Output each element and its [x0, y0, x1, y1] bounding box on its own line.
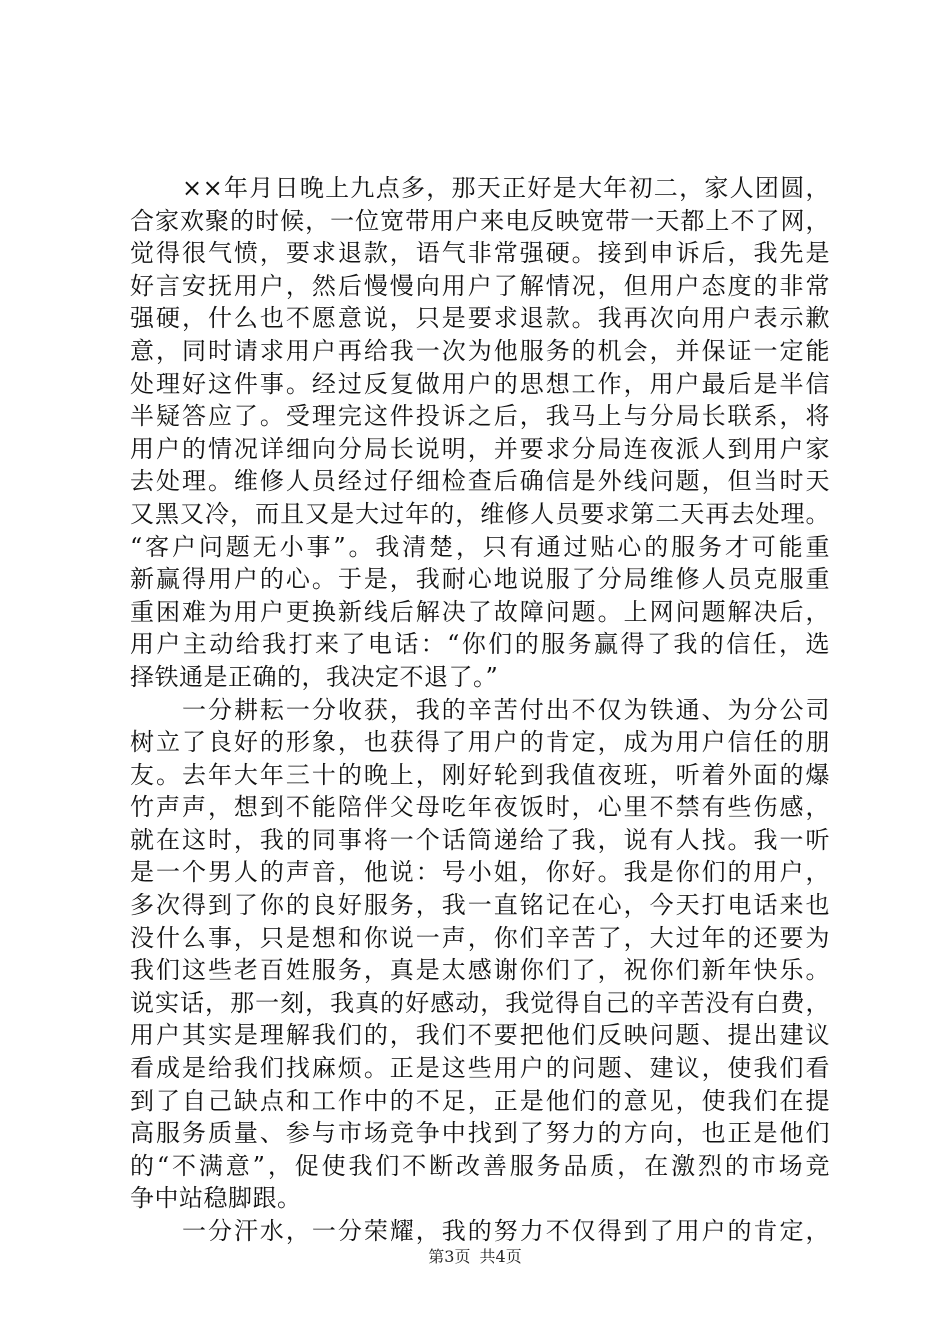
- document-body: [130, 172, 830, 1248]
- text-line: 又黑又冷，而且又是大过年的，维修人员要求第二天再去处理。: [130, 499, 830, 528]
- text-line: 看成是给我们找麻烦。正是这些用户的问题、建议，使我们看: [130, 1054, 830, 1083]
- text-line: 树立了良好的形象，也获得了用户的肯定，成为用户信任的朋: [130, 728, 830, 757]
- text-line: 觉得很气愤，要求退款，语气非常强硬。接到申诉后，我先是: [130, 239, 830, 268]
- paragraph-2: [130, 694, 830, 1216]
- text-line: 新赢得用户的心。于是，我耐心地说服了分局维修人员克服重: [130, 565, 830, 594]
- page-number: 第3页: [428, 1247, 471, 1266]
- text-line: ××年月日晚上九点多，那天正好是大年初二，家人团圆，: [182, 174, 830, 202]
- text-line: 说实话，那一刻，我真的好感动，我觉得自己的辛苦没有白费，: [130, 988, 830, 1017]
- text-line: 择铁通是正确的，我决定不退了。”: [130, 662, 499, 691]
- text-line: 争中站稳脚跟。: [130, 1184, 302, 1213]
- text-line: 重困难为用户更换新线后解决了故障问题。上网问题解决后，: [130, 597, 830, 626]
- text-line: 高服务质量、参与市场竞争中找到了努力的方向，也正是他们: [130, 1119, 830, 1148]
- text-line: 用户的情况详细向分局长说明，并要求分局连夜派人到用户家: [130, 434, 830, 463]
- text-line: 合家欢聚的时候，一位宽带用户来电反映宽带一天都上不了网，: [130, 206, 830, 235]
- text-line: 好言安抚用户，然后慢慢向用户了解情况，但用户态度的非常: [130, 271, 830, 300]
- text-line: 一分耕耘一分收获，我的辛苦付出不仅为铁通、为分公司: [182, 695, 830, 724]
- text-line: 多次得到了你的良好服务，我一直铭记在心，今天打电话来也: [130, 891, 830, 920]
- page-total: 共4页: [479, 1247, 522, 1266]
- text-line: 就在这时，我的同事将一个话筒递给了我，说有人找。我一听: [130, 825, 830, 854]
- text-line: 用户主动给我打来了电话：“你们的服务赢得了我的信任，选: [130, 630, 830, 659]
- text-line: 意，同时请求用户再给我一次为他服务的机会，并保证一定能: [130, 336, 830, 365]
- text-line: 没什么事，只是想和你说一声，你们辛苦了，大过年的还要为: [130, 923, 830, 952]
- text-line: 去处理。维修人员经过仔细检查后确信是外线问题，但当时天: [130, 467, 830, 496]
- text-line: 半疑答应了。受理完这件投诉之后，我马上与分局长联系，将: [130, 402, 830, 431]
- paragraph-3: [130, 1215, 830, 1248]
- page-footer: [0, 1247, 950, 1267]
- paragraph-1: [130, 172, 830, 694]
- text-line: 友。去年大年三十的晚上，刚好轮到我值夜班，听着外面的爆: [130, 760, 830, 789]
- text-line: 我们这些老百姓服务，真是太感谢你们了，祝你们新年快乐。: [130, 956, 830, 985]
- text-line: 一分汗水，一分荣耀，我的努力不仅得到了用户的肯定，: [182, 1217, 830, 1245]
- text-line: 用户其实是理解我们的，我们不要把他们反映问题、提出建议: [130, 1021, 830, 1050]
- text-line: 竹声声，想到不能陪伴父母吃年夜饭时，心里不禁有些伤感，: [130, 793, 830, 822]
- text-line: 的“不满意”，促使我们不断改善服务品质，在激烈的市场竞: [130, 1151, 830, 1180]
- text-line: 处理好这件事。经过反复做用户的思想工作，用户最后是半信: [130, 369, 830, 398]
- text-line: “客户问题无小事”。我清楚，只有通过贴心的服务才可能重: [130, 532, 830, 561]
- text-line: 强硬，什么也不愿意说，只是要求退款。我再次向用户表示歉: [130, 304, 830, 333]
- text-line: 到了自己缺点和工作中的不足，正是他们的意见，使我们在提: [130, 1086, 830, 1115]
- text-line: 是一个男人的声音，他说：号小姐，你好。我是你们的用户，: [130, 858, 830, 887]
